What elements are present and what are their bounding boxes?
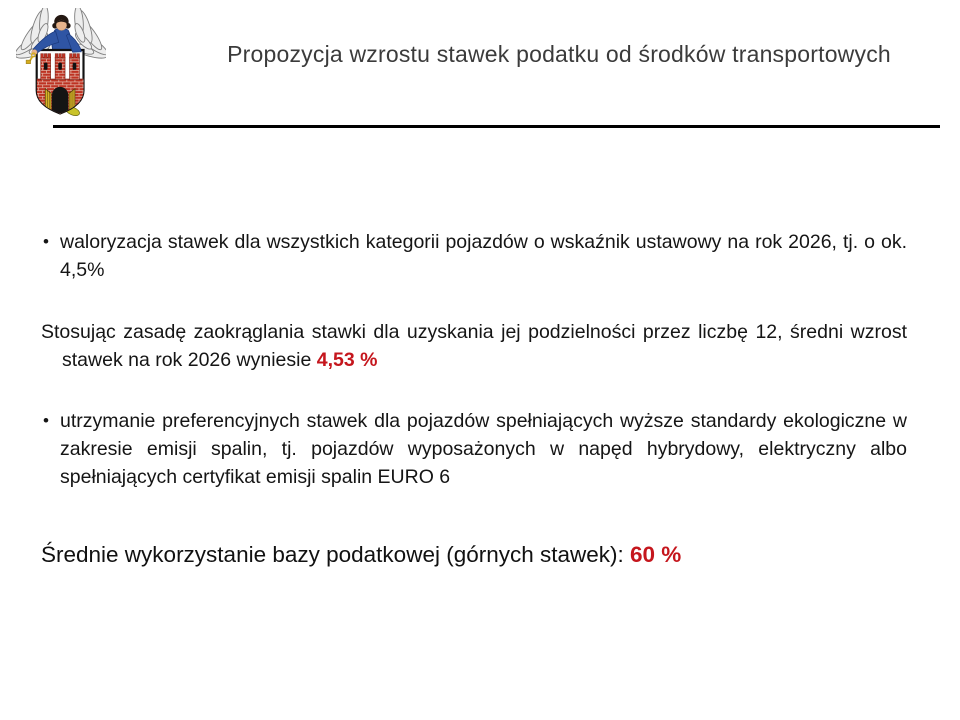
paragraph-text: Stosując zasadę zaokrąglania stawki dla uzyskania jej podzielności przez liczbę 12, średni wzrost stawek na rok 2026 wyniesie — [41, 321, 907, 371]
bullet-icon: • — [43, 411, 49, 430]
shield-gate — [52, 87, 68, 113]
torun-coat-of-arms-logo — [16, 8, 106, 128]
slide-body — [41, 228, 907, 570]
summary-line — [41, 540, 907, 570]
angel-head — [52, 15, 70, 31]
summary-text: Średnie wykorzystanie bazy podatkowej (górnych stawek): — [41, 542, 631, 567]
bullet-icon: • — [43, 232, 49, 251]
header-divider — [53, 125, 940, 128]
bullet-item-valorization — [41, 228, 907, 284]
bullet-text: utrzymanie preferencyjnych stawek dla pojazdów spełniających wyższe standardy ekologiczne w zakresie emisji spalin, tj. pojazdów wyposażonych w napęd hybrydowy, elektryczny albo spełniających certyfikat emisji spalin EURO 6 — [60, 410, 907, 488]
paragraph-rounding-rule — [41, 318, 907, 374]
coat-of-arms-icon — [16, 8, 106, 128]
shield-towers — [41, 54, 80, 80]
highlight-average-increase: 4,53 % — [316, 349, 378, 371]
slide-title: Propozycja wzrostu stawek podatku od środków transportowych — [227, 41, 891, 67]
highlight-tax-base-usage: 60 % — [630, 542, 682, 567]
bullet-item-preferential-rates — [41, 407, 907, 491]
bullet-text: waloryzacja stawek dla wszystkich kategorii pojazdów o wskaźnik ustawowy na rok 2026, tj. o ok. 4,5% — [60, 231, 907, 281]
